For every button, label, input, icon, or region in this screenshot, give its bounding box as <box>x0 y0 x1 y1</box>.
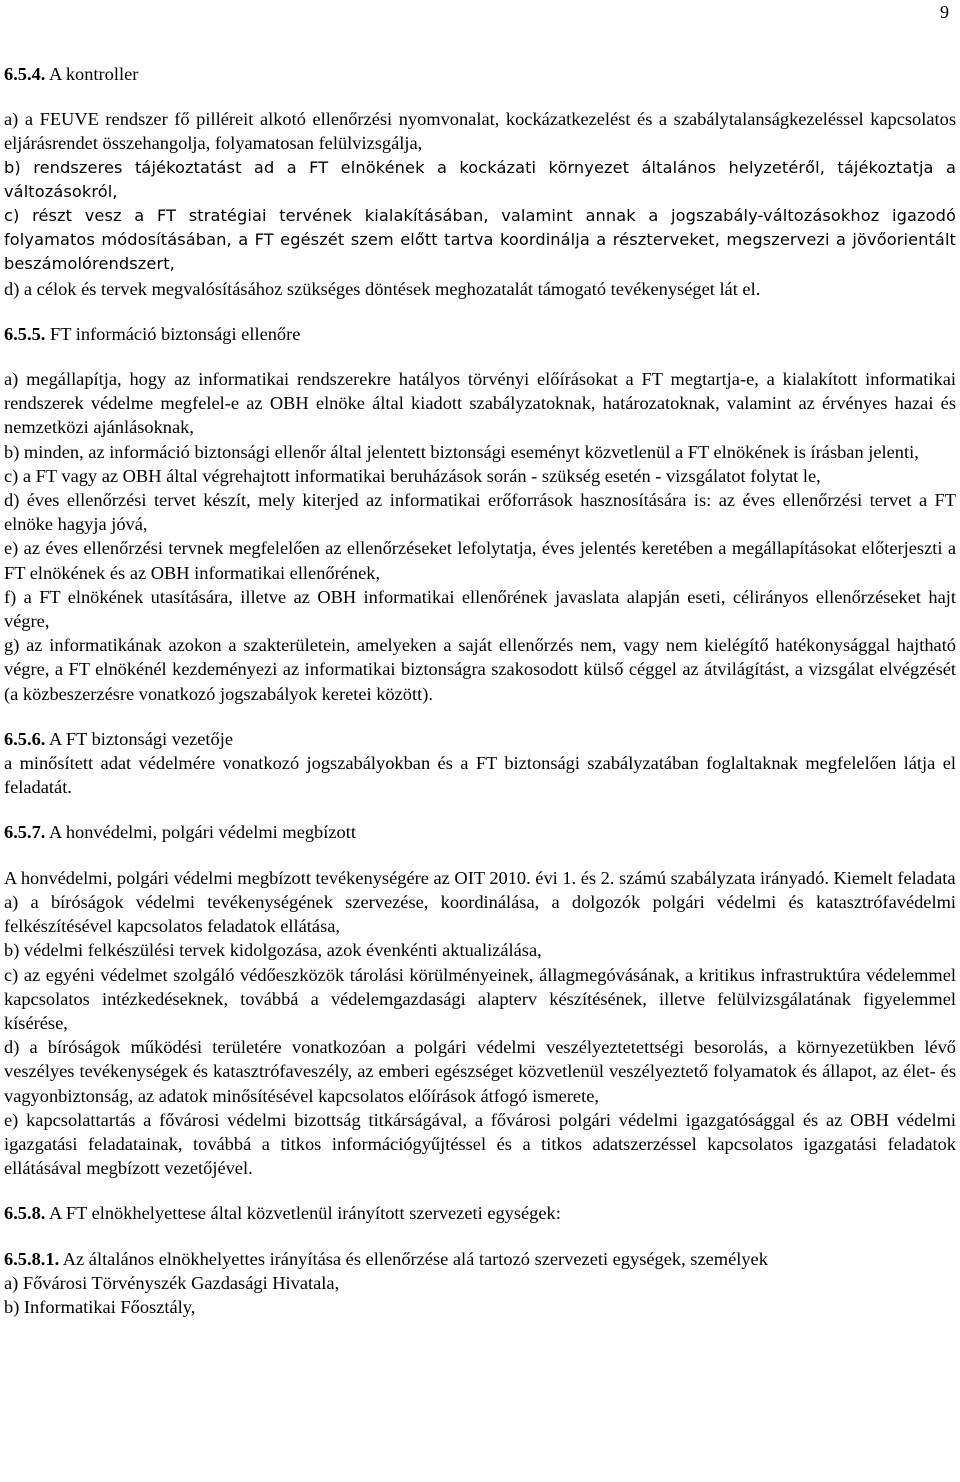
section-title: A honvédelmi, polgári védelmi megbízott <box>45 822 356 843</box>
paragraph-6-5-6-body: a minősített adat védelmére vonatkozó jogszabályokban és a FT biztonsági szabályzatában foglaltaknak megfelelően látja el feladatát. <box>4 753 956 798</box>
section-heading-6-5-4 <box>4 62 956 86</box>
section-heading-6-5-8 <box>4 1201 956 1225</box>
paragraph-6-5-7-d: d) a bíróságok működési területére vonatkozóan a polgári védelmi veszélyeztetettségi besorolás, a környezetükben lévő veszélyes tevékenységek és katasztrófaveszély, az emberi egészséget közvetlenül veszélyeztető folyamatok és állapot, az élet- és vagyonbiztonság, az adatok minősítésével kapcsolatos előírások átfogó ismerete, <box>4 1037 956 1106</box>
paragraph-6-5-4-b: b) rendszeres tájékoztatást ad a FT elnökének a kockázati környezet általános helyzetéről, tájékoztatja a változásokról, <box>4 157 956 201</box>
paragraph-6-5-8-1-a: a) Fővárosi Törvényszék Gazdasági Hivatala, <box>4 1272 340 1293</box>
section-title: A kontroller <box>45 64 139 84</box>
section-title: A FT elnökhelyettese által közvetlenül irányított szervezeti egységek: <box>45 1203 561 1224</box>
paragraph-6-5-8-1-b: b) Informatikai Főosztály, <box>4 1296 196 1317</box>
section-heading-6-5-8-1 <box>4 1247 956 1271</box>
section-heading-6-5-7 <box>4 820 956 844</box>
section-title: Az általános elnökhelyettes irányítása és ellenőrzése alá tartozó szervezeti egységek, személyek <box>59 1248 768 1269</box>
paragraph-6-5-4-c: c) részt vesz a FT stratégiai tervének kialakításában, valamint annak a jogszabály-változásokhoz igazodó folyamatos módosításában, a FT egészét szem előtt tartva koordinálja a részterveket, megszervezi a jövőorientált beszámolórendszert, <box>4 206 956 274</box>
paragraph-6-5-7-a: a) a bíróságok védelmi tevékenységének szervezése, koordinálása, a dolgozók polgári védelmi és katasztrófavédelmi felkészítésével kapcsolatos feladatok ellátása, <box>4 891 956 937</box>
paragraph-6-5-7-c: c) az egyéni védelmet szolgáló védőeszközök tárolási körülményeinek, állagmegóvásának, a kritikus infrastruktúra védelemmel kapcsolatos intézkedéseknek, továbbá a védelemgazdasági alapterv készítésének, illetve felülvizsgálatának figyelemmel kísérése, <box>4 964 956 1033</box>
section-heading-6-5-5 <box>4 322 956 346</box>
section-number: 6.5.8. <box>4 1203 46 1224</box>
page-number: 9 <box>940 2 949 22</box>
section-heading-6-5-6 <box>4 727 956 751</box>
section-number: 6.5.5. <box>4 323 46 344</box>
section-number: 6.5.6. <box>4 728 46 749</box>
paragraph-6-5-4-a: a) a FEUVE rendszer fő pilléreit alkotó ellenőrzési nyomvonalat, kockázatkezelést és a szabálytalanságkezeléssel kapcsolatos eljárásrendet összehangolja, folyamatosan felülvizsgálja, <box>4 109 956 154</box>
document-body <box>4 62 956 1319</box>
section-number: 6.5.7. <box>4 822 46 843</box>
paragraph-6-5-5-c: c) a FT vagy az OBH által végrehajtott informatikai beruházások során - szükség esetén - vizsgálatot folytat le, <box>4 465 821 486</box>
paragraph-6-5-5-g: g) az informatikának azokon a szakterületein, amelyeken a saját ellenőrzés nem, vagy nem kielégítő hatékonysággal hajtható végre, a FT elnökénél kezdeményezi az informatikai biztonságra szakosodott külső céggel az átvilágítást, a vizsgálat elvégzését (a közbeszerzésre vonatkozó jogszabályok keretei között). <box>4 635 956 704</box>
paragraph-6-5-7-e: e) kapcsolattartás a fővárosi védelmi bizottság titkárságával, a fővárosi polgári védelmi igazgatósággal és az OBH védelmi igazgatási feladatainak, továbbá a titkos információgyűjtéssel és a titkos adatszerzéssel kapcsolatos igazgatási feladatok ellátásával megbízott vezetőjével. <box>4 1109 956 1179</box>
paragraph-6-5-5-f: f) a FT elnökének utasítására, illetve az OBH informatikai ellenőrének javaslata alapján eseti, célirányos ellenőrzéseket hajt végre, <box>4 586 956 632</box>
paragraph-6-5-4-d: d) a célok és tervek megvalósításához szükséges döntések meghozatalát támogató tevékenységet lát el. <box>4 278 761 299</box>
paragraph-6-5-7-intro: A honvédelmi, polgári védelmi megbízott tevékenységére az OIT 2010. évi 1. és 2. számú szabályzata irányadó. Kiemelt feladata <box>4 867 956 888</box>
paragraph-6-5-5-a: a) megállapítja, hogy az informatikai rendszerekre hatályos törvényi előírásokat a FT megtartja-e, a kialakított informatikai rendszerek védelme megfelel-e az OBH elnöke által kiadott szabályzatoknak, határozatoknak, valamint az érvényes hazai és nemzetközi ajánlásoknak, <box>4 369 956 438</box>
paragraph-6-5-5-d: d) éves ellenőrzési tervet készít, mely kiterjed az informatikai erőforrások hasznosítására is: az éves ellenőrzési tervet a FT elnöke hagyja jóvá, <box>4 490 956 535</box>
paragraph-6-5-7-b: b) védelmi felkészülési tervek kidolgozása, azok évenkénti aktualizálása, <box>4 940 542 961</box>
paragraph-6-5-5-b: b) minden, az információ biztonsági ellenőr által jelentett biztonsági eseményt közvetlenül a FT elnökének is írásban jelenti, <box>4 441 919 462</box>
paragraph-6-5-5-e: e) az éves ellenőrzési tervnek megfelelően az ellenőrzéseket lefolytatja, éves jelentés keretében a megállapításokat előterjeszti a FT elnökének és az OBH informatikai ellenőrének, <box>4 538 956 583</box>
section-title: FT információ biztonsági ellenőre <box>45 323 301 344</box>
section-number: 6.5.4. <box>4 64 46 84</box>
section-title: A FT biztonsági vezetője <box>45 728 234 749</box>
section-number: 6.5.8.1. <box>4 1248 60 1269</box>
